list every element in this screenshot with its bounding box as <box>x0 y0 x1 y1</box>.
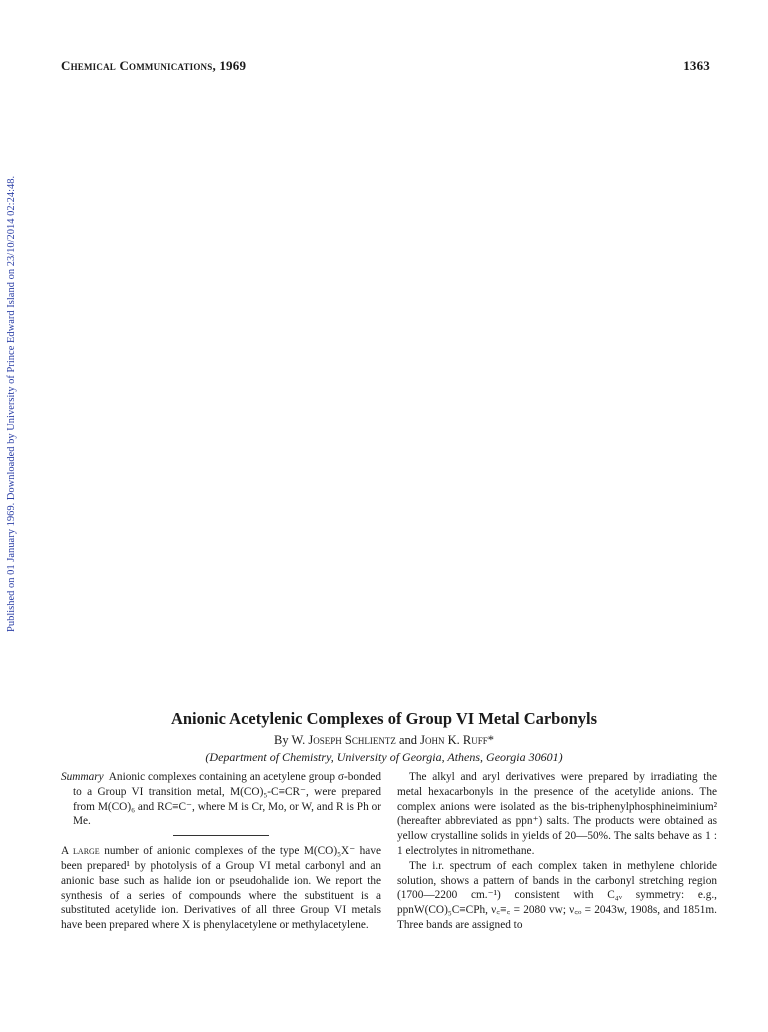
download-notice-text: Published on 01 January 1969. Downloaded by University of Prince Edward Island on 23/10/2014 02:24:48. <box>6 175 17 632</box>
section-divider <box>173 835 269 836</box>
body-paragraph <box>61 844 381 933</box>
body-paragraph: The alkyl and aryl derivatives were prepared by irradiating the metal hexacarbonyls in the presence of the acetylide anions. The complex anions were isolated as the bis-triphenylphosphineiminium² (hereafter abbreviated as ppn⁺) salts. The products were obtained as yellow crystalline solids in yields of 20—50%. The salts behave as 1 : 1 electrolytes in nitromethane. <box>397 771 717 857</box>
paragraph-text: number of anionic complexes of the type M(CO)₅X⁻ have been prepared¹ by photolysis of a Group VI metal carbonyl and an anionic base such as halide ion or pseudohalide ion. We report the synthesis of a series of compounds where the substituent is a substituted acetylide ion. Derivatives of all three Group VI metals have been prepared where X is phenylacetylene or methylacetylene. <box>61 845 381 932</box>
article-title: Anionic Acetylenic Complexes of Group VI Metal Carbonyls <box>170 709 598 728</box>
byline-conjunction: and <box>398 733 418 747</box>
left-column <box>61 770 381 933</box>
lead-word: A large <box>61 845 100 858</box>
right-column <box>397 770 717 933</box>
summary-text: Anionic complexes containing an acetylene group σ-bonded to a Group VI transition metal, M(CO)₅-C≡CR⁻, were prepared from M(CO)₆ and RC≡C⁻, where M is Cr, Mo, or W, and R is Ph or Me. <box>73 771 382 828</box>
summary <box>61 770 381 829</box>
author-byline <box>0 733 768 748</box>
author-name: Joseph Schlientz <box>308 733 396 747</box>
byline-prefix: By W. <box>273 733 306 747</box>
summary-label: Summary <box>61 771 104 783</box>
author-name: John K. Ruff* <box>420 733 495 747</box>
body-paragraph: The i.r. spectrum of each complex taken in methylene chloride solution, shows a pattern of bands in the carbonyl stretching region (1700—2200 cm.⁻¹) consistent with C₄ᵥ symmetry: e.g., ppnW(CO)₅C≡CPh, ν꜀≡꜀ = 2080 vw; ν꜀ₒ = 2043w, 1908s, and 1851m. Three bands are assigned to <box>397 859 717 931</box>
page-number: 1363 <box>683 58 710 73</box>
running-header <box>61 58 710 74</box>
affiliation: (Department of Chemistry, University of Georgia, Athens, Georgia 30601) <box>205 750 563 764</box>
download-notice <box>1 170 19 640</box>
journal-name: Chemical Communications, 1969 <box>61 58 247 73</box>
